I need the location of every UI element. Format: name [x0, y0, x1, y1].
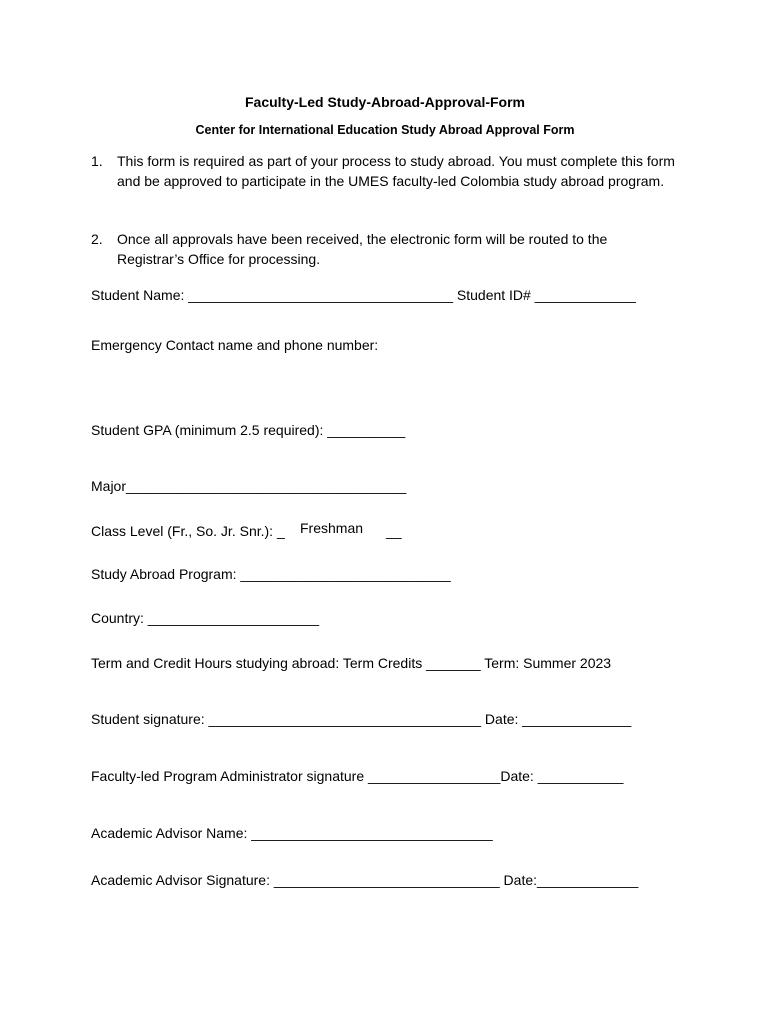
- advisor-name-field[interactable]: Academic Advisor Name: _______________________________: [91, 825, 493, 841]
- instruction-number: 2.: [91, 231, 103, 247]
- class-level-trail: __: [386, 523, 402, 539]
- page-title: Faculty-Led Study-Abroad-Approval-Form: [244, 94, 525, 110]
- student-name-field[interactable]: Student Name: __________________________________ Student ID# _____________: [91, 287, 636, 303]
- gpa-field[interactable]: Student GPA (minimum 2.5 required): __________: [91, 422, 406, 438]
- instruction-text: Once all approvals have been received, the electronic form will be routed to the Registrar’s Office for processing.: [117, 231, 608, 267]
- advisor-signature-field[interactable]: Academic Advisor Signature: _____________________________ Date:_____________: [91, 872, 639, 888]
- country-field[interactable]: Country: ______________________: [91, 610, 320, 626]
- study-abroad-program-field[interactable]: Study Abroad Program: ___________________________: [91, 566, 451, 582]
- major-field[interactable]: Major____________________________________: [91, 478, 407, 494]
- class-level-value[interactable]: Freshman: [300, 520, 364, 536]
- instruction-item-2: [91, 229, 681, 269]
- instruction-number: 1.: [91, 153, 103, 169]
- instruction-text: This form is required as part of your process to study abroad. You must complete this form and be approved to participate in the UMES faculty-led Colombia study abroad program.: [117, 153, 675, 189]
- student-signature-field[interactable]: Student signature: ___________________________________ Date: ______________: [91, 711, 632, 727]
- page-subtitle: Center for International Education Study Abroad Approval Form: [195, 123, 575, 137]
- emergency-contact-field[interactable]: Emergency Contact name and phone number:: [91, 337, 379, 353]
- class-level-field[interactable]: [91, 523, 285, 539]
- admin-signature-field[interactable]: Faculty-led Program Administrator signature _________________Date: ___________: [91, 768, 624, 784]
- term-credits-field[interactable]: Term and Credit Hours studying abroad: Term Credits _______ Term: Summer 2023: [91, 655, 612, 671]
- instruction-item-1: [91, 151, 681, 211]
- class-level-label: Class Level (Fr., So. Jr. Snr.): _: [91, 523, 285, 539]
